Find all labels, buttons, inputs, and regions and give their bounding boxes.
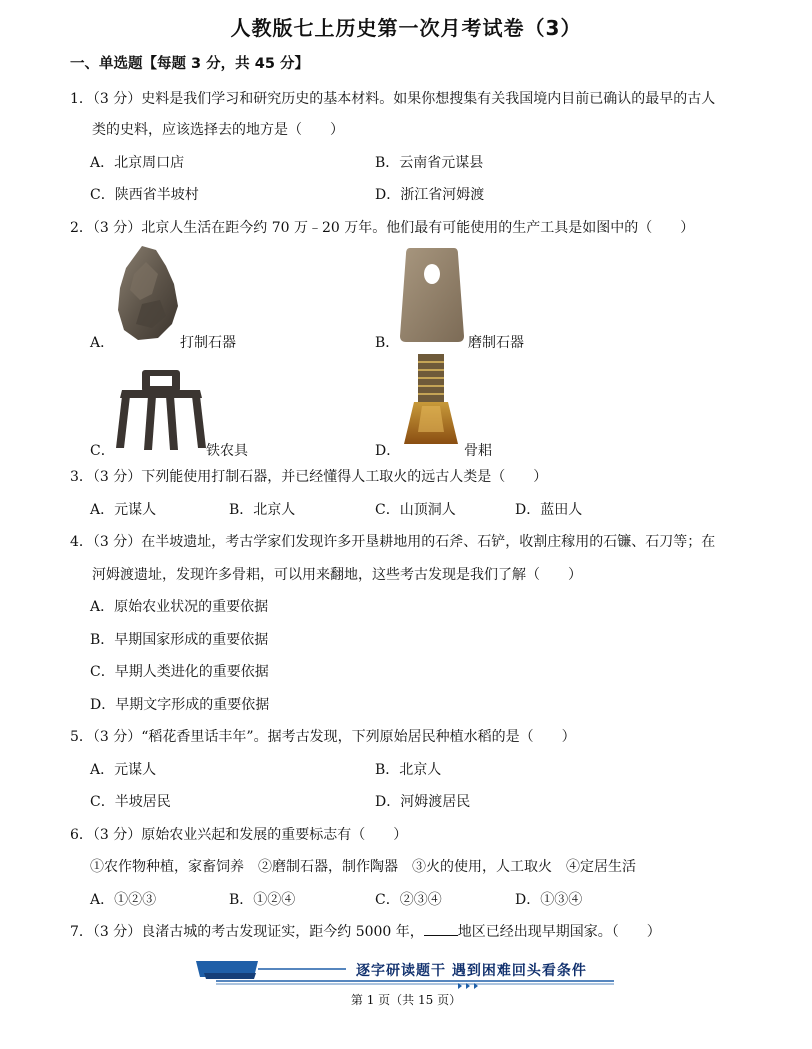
q3-option-d[interactable]: D．蓝田人 [515,502,583,518]
q2-option-a-letter[interactable]: A． [90,335,115,351]
q4-option-a[interactable]: A．原始农业状况的重要依据 [90,599,269,615]
question-4-stem: 4．（3 分）在半坡遗址，考古学家们发现许多开垦耕地用的石斧、石铲，收割庄稼用的石镰、石刀等；在 [70,534,716,550]
q2-option-b-letter[interactable]: B． [375,335,400,351]
bone-spade-icon [400,352,462,450]
q1-option-d[interactable]: D．浙江省河姆渡 [375,187,485,203]
page-title: 人教版七上历史第一次月考试卷（3） [230,16,582,40]
q5-option-d[interactable]: D．河姆渡居民 [375,794,471,810]
q2-caption-d: 骨耜 [464,443,492,459]
q2-option-d-letter[interactable]: D． [375,443,401,459]
question-6-stem: 6．（3 分）原始农业兴起和发展的重要标志有（ ） [70,827,408,843]
section-heading: 一、单选题【每题 3 分，共 45 分】 [70,56,309,72]
q2-option-c-letter[interactable]: C． [90,443,115,459]
question-4-stem-cont: 河姆渡遗址，发现许多骨耜，可以用来翻地，这些考古发现是我们了解（ ） [92,567,582,583]
q7-text-after-blank: 地区已经出现早期国家。（ ） [457,924,661,940]
q5-option-c[interactable]: C．半坡居民 [90,794,171,810]
q4-option-d[interactable]: D．早期文字形成的重要依据 [90,697,270,713]
q1-option-c[interactable]: C．陕西省半坡村 [90,187,199,203]
q5-option-b[interactable]: B．北京人 [375,762,442,778]
question-7-stem [70,921,661,941]
q4-option-b[interactable]: B．早期国家形成的重要依据 [90,632,269,648]
q1-option-a[interactable]: A．北京周口店 [90,155,185,171]
question-5-stem: 5．（3 分）“稻花香里话丰年”。据考古发现，下列原始居民种植水稻的是（ ） [70,729,576,745]
question-1-stem-cont: 类的史料，应该选择去的地方是（ ） [92,122,344,138]
q6-option-c[interactable]: C．②③④ [375,892,442,908]
q5-option-a[interactable]: A．元谋人 [90,762,157,778]
page-number: 第 1 页（共 15 页） [350,993,462,1007]
q2-caption-a: 打制石器 [180,335,236,351]
q6-option-d[interactable]: D．①③④ [515,892,583,908]
q1-option-b[interactable]: B．云南省元谋县 [375,155,484,171]
q3-option-b[interactable]: B．北京人 [229,502,296,518]
q3-option-a[interactable]: A．元谋人 [90,502,157,518]
question-1-stem: 1．（3 分）史料是我们学习和研究历史的基本材料。如果你想搜集有关我国境内目前已确认的最早的古人 [70,91,716,107]
polished-stone-icon [398,244,466,344]
q4-option-c[interactable]: C．早期人类进化的重要依据 [90,664,269,680]
q3-option-c[interactable]: C．山顶洞人 [375,502,456,518]
question-6-statements: ①农作物种植，家畜饲养 ②磨制石器，制作陶器 ③火的使用，人工取火 ④定居生活 [90,859,636,875]
q7-text-before-blank: 7．（3 分）良渚古城的考古发现证实，距今约 5000 年， [70,924,424,940]
question-3-stem: 3．（3 分）下列能使用打制石器，并已经懂得人工取火的远古人类是（ ） [70,469,548,485]
q7-fill-blank[interactable] [424,923,458,936]
q6-option-b[interactable]: B．①②④ [229,892,296,908]
q6-option-a[interactable]: A．①②③ [90,892,157,908]
question-2-stem: 2．（3 分）北京人生活在距今约 70 万﹣20 万年。他们最有可能使用的生产工具是如图中的（ ） [70,220,695,236]
footer-slogan: 逐字研读题干 遇到困难回头看条件 [356,963,587,979]
chipped-stone-icon [112,244,182,342]
q2-caption-c: 铁农具 [206,443,248,459]
iron-tool-icon [112,368,210,452]
q2-caption-b: 磨制石器 [468,335,524,351]
